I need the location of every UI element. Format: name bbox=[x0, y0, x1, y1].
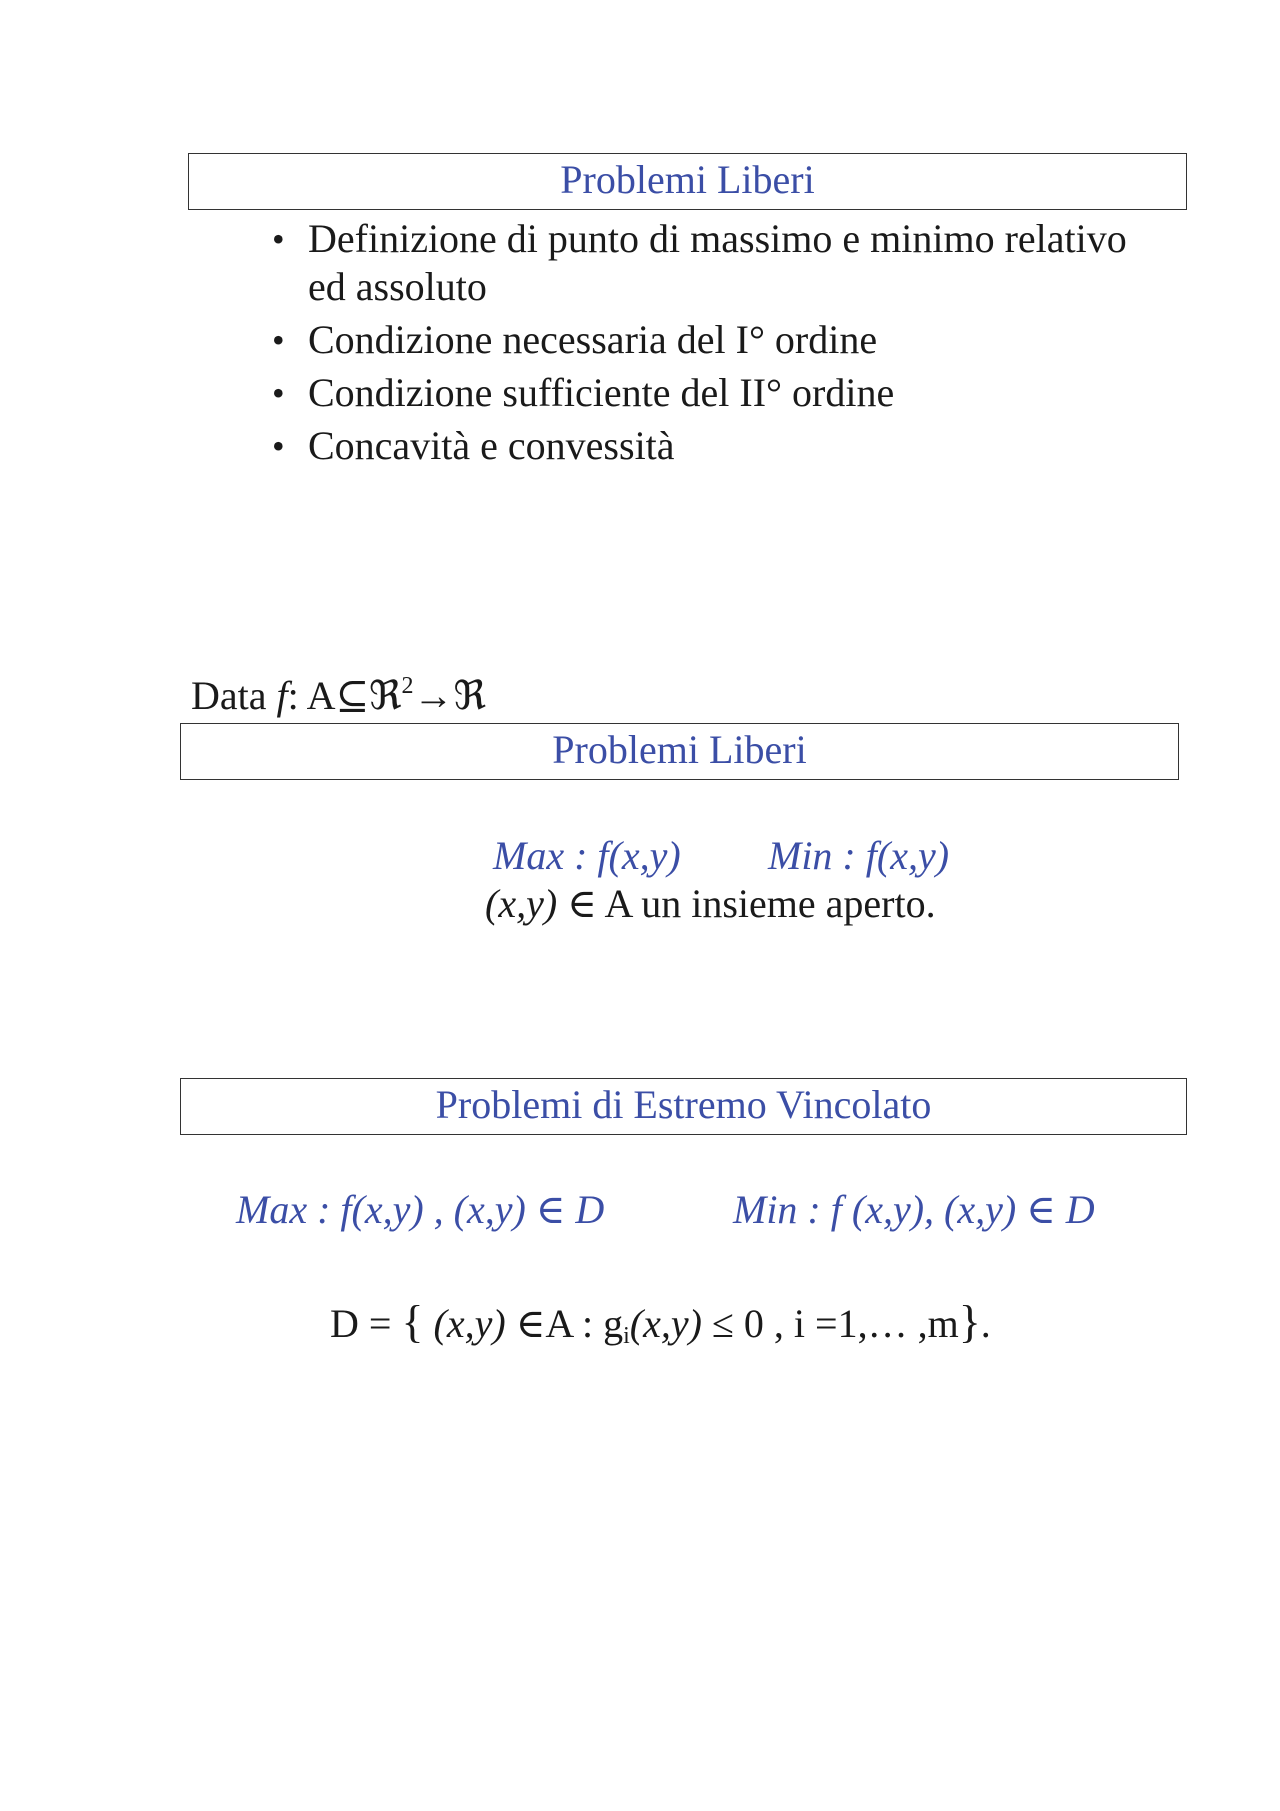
bullet-icon: • bbox=[272, 373, 285, 413]
section2-title: Problemi Liberi bbox=[552, 727, 807, 772]
free-xy: (x,y) bbox=[485, 881, 558, 926]
section1-title: Problemi Liberi bbox=[560, 157, 815, 202]
list-item bbox=[270, 369, 1128, 417]
list-item-text: Concavità e convessità bbox=[308, 423, 675, 468]
list-item-text: Condizione sufficiente del II° ordine bbox=[308, 370, 895, 415]
list-item bbox=[270, 422, 1128, 470]
section3-title: Problemi di Estremo Vincolato bbox=[435, 1082, 932, 1127]
free-condition-text: ∈ A un insieme aperto. bbox=[567, 881, 936, 926]
section3-title-box bbox=[180, 1078, 1187, 1135]
constraint-set-definition bbox=[330, 1295, 991, 1348]
set-brace-open: { bbox=[401, 1296, 424, 1347]
definition-exponent: 2 bbox=[401, 673, 414, 699]
constrained-min-formula: Min : f (x,y), (x,y) ∈ D bbox=[733, 1187, 1095, 1232]
set-rest: ≤ 0 , i =1,… ,m bbox=[701, 1301, 959, 1346]
definition-colon: : bbox=[287, 673, 299, 718]
section1-title-box bbox=[188, 153, 1187, 210]
set-g-args: (x,y) bbox=[629, 1301, 702, 1346]
definition-prefix: Data bbox=[191, 673, 267, 718]
free-min-formula: Min : f(x,y) bbox=[768, 833, 950, 878]
set-xy: (x,y) bbox=[433, 1301, 506, 1346]
set-in: ∈A : g bbox=[505, 1301, 624, 1346]
list-item-text: Condizione necessaria del I° ordine bbox=[308, 317, 878, 362]
list-item bbox=[270, 316, 1128, 364]
function-definition bbox=[191, 672, 486, 719]
definition-codomain: →ℜ bbox=[413, 673, 487, 718]
set-prefix: D = bbox=[330, 1301, 402, 1346]
list-item bbox=[270, 215, 1128, 311]
constrained-max-formula: Max : f(x,y) , (x,y) ∈ D bbox=[236, 1187, 605, 1232]
list-item-text: Definizione di punto di massimo e minimo relativo ed assoluto bbox=[308, 216, 1127, 309]
definition-f: f bbox=[276, 673, 288, 718]
topic-list bbox=[270, 215, 1128, 475]
set-sub: i bbox=[623, 1323, 630, 1349]
bullet-icon: • bbox=[272, 219, 285, 259]
set-brace-close: } bbox=[958, 1296, 981, 1347]
free-max-formula: Max : f(x,y) bbox=[493, 833, 681, 878]
bullet-icon: • bbox=[272, 320, 285, 360]
set-end: . bbox=[980, 1301, 991, 1346]
free-domain-condition bbox=[485, 880, 936, 927]
definition-domain: A⊆ℜ bbox=[306, 673, 402, 718]
section2-title-box bbox=[180, 723, 1179, 780]
bullet-icon: • bbox=[272, 426, 285, 466]
